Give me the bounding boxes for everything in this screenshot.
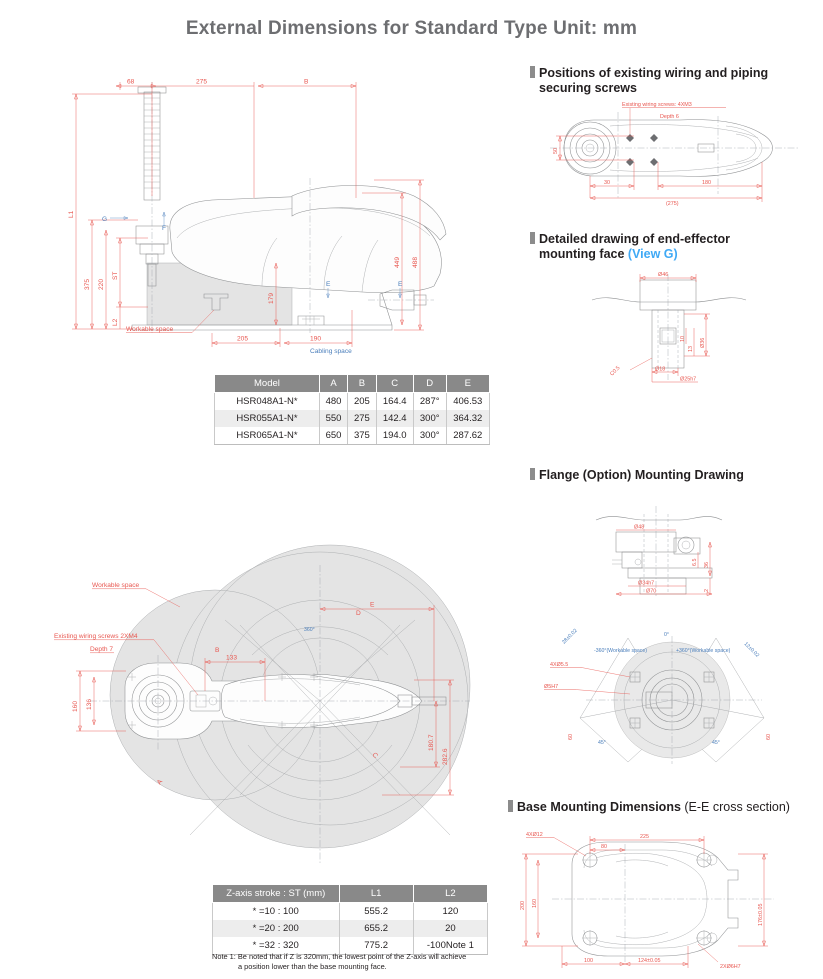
dim-d5h7: Ø5H7 (544, 684, 559, 690)
dim-160: 160 (72, 700, 79, 712)
label-0-deg: 0° (664, 632, 669, 638)
dim-d48: Ø48 (634, 524, 645, 531)
section-heading-wiring (530, 66, 810, 96)
dim-12-tol: 12±0.02 (742, 641, 761, 659)
dim-180: 180 (702, 180, 711, 186)
flange-plan-drawing (536, 622, 806, 774)
stroke-r2-c2-value: -100 (426, 940, 446, 951)
dim-B: B (304, 78, 309, 86)
dim-275-paren: (275) (666, 201, 679, 207)
table-row (213, 903, 488, 921)
ee-heading-sub: (View G) (627, 247, 678, 261)
label-view-F: F (162, 225, 167, 232)
base-mounting-drawing (512, 822, 812, 974)
stroke-table-header-row (213, 885, 488, 903)
dim-d25h7: Ø25h7 (680, 376, 697, 383)
angle-45-left: 45° (598, 740, 606, 746)
label-360-deg: 360° (304, 627, 315, 633)
model-r0-c1: 480 (319, 393, 347, 411)
stroke-th-2: L2 (413, 885, 487, 903)
model-r1-c0: HSR055A1-N* (215, 410, 320, 427)
stroke-r1-c1: 655.2 (339, 920, 413, 937)
wiring-heading-line2: securing screws (539, 81, 637, 95)
model-r0-c2: 205 (348, 393, 376, 411)
label-cabling-space: Cabling space (310, 348, 352, 355)
model-r1-c4: 300° (413, 410, 446, 427)
dim-13: 13 (688, 346, 694, 352)
dim-36: 36 (704, 562, 710, 568)
model-r2-c2: 375 (348, 427, 376, 445)
dim-C-plan: C (370, 751, 379, 760)
dim-200: 200 (520, 901, 526, 910)
dim-28-tol: 28±0.02 (561, 627, 579, 646)
dim-133: 133 (226, 654, 238, 662)
note-line-2: a position lower than the base mounting face. (238, 962, 387, 971)
note-line-1: Note 1: Be noted that if Z is 320mm, the lowest point of the Z-axis will achieve (212, 952, 467, 961)
dim-80: 80 (601, 844, 607, 850)
end-effector-drawing (582, 272, 762, 384)
ee-heading-line1: Detailed drawing of end-effector (539, 232, 730, 246)
stroke-r1-c2: 20 (413, 920, 487, 937)
dim-10: 10 (680, 336, 686, 342)
label-depth-6: Depth 6 (660, 114, 679, 120)
flange-side-drawing (576, 498, 756, 598)
model-r1-c1: 550 (319, 410, 347, 427)
stroke-th-0: Z-axis stroke : ST (mm) (213, 885, 340, 903)
dim-180-7: 180.7 (428, 734, 435, 751)
label-neg-360: -360°(Workable space) (594, 648, 648, 654)
label-pos-360: +360°(Workable space) (676, 648, 731, 654)
model-th-3: C (376, 375, 413, 393)
dim-100: 100 (584, 958, 593, 964)
table-row (215, 410, 490, 427)
model-th-4: D (413, 375, 446, 393)
dim-179: 179 (268, 292, 275, 304)
stroke-note-superscript: Note 1 (445, 940, 474, 951)
wiring-heading-line1: Positions of existing wiring and piping (539, 66, 769, 80)
section-bar-icon (530, 468, 535, 480)
label-view-E2: E (398, 281, 403, 288)
stroke-r0-c1: 555.2 (339, 903, 413, 921)
dim-30: 30 (604, 180, 610, 186)
dim-282-6: 282.6 (442, 748, 449, 765)
dim-d18: Ø18 (655, 366, 666, 373)
model-r2-c0: HSR065A1-N* (215, 427, 320, 445)
model-r2-c5: 287.62 (446, 427, 489, 445)
stroke-r1-c0: * =20 : 200 (213, 920, 340, 937)
model-r0-c4: 287° (413, 393, 446, 411)
label-depth-7: Depth 7 (90, 646, 114, 653)
base-heading: Base Mounting Dimensions (517, 800, 681, 814)
stroke-r2-c0: * =32 : 320 (213, 937, 340, 955)
ee-heading-line2: mounting face (539, 247, 625, 261)
dim-136: 136 (86, 698, 93, 710)
model-r0-c0: HSR048A1-N* (215, 393, 320, 411)
dim-ST: ST (112, 271, 119, 280)
dim-4x-d12: 4XØ12 (526, 832, 543, 838)
model-th-2: B (348, 375, 376, 393)
dim-A-plan: A (155, 778, 165, 787)
ee-heading-line2-wrap (530, 247, 810, 262)
model-th-1: A (319, 375, 347, 393)
table-row (215, 427, 490, 445)
dim-68: 68 (127, 78, 135, 86)
plan-view-drawing (30, 505, 490, 885)
dim-60-left: 60 (568, 734, 574, 740)
dim-6-5: 6.5 (692, 558, 698, 566)
label-view-E1: E (326, 281, 331, 288)
section-heading-endeffector (530, 232, 810, 262)
stroke-r0-c0: * =10 : 100 (213, 903, 340, 921)
model-th-5: E (446, 375, 489, 393)
label-view-G: G (102, 216, 108, 223)
base-heading-sub: (E-E cross section) (684, 800, 790, 814)
model-r2-c3: 194.0 (376, 427, 413, 445)
section-bar-icon (530, 66, 535, 78)
dim-d36: Ø36 (700, 337, 706, 348)
model-table-header-row (215, 375, 490, 393)
dim-4x-d5-5: 4XØ5.5 (550, 662, 569, 668)
dim-L1: L1 (68, 210, 75, 218)
dim-2: 2 (704, 589, 710, 592)
stroke-table (212, 884, 488, 955)
dim-D-plan-vis: D (356, 610, 361, 617)
flange-heading: Flange (Option) Mounting Drawing (539, 468, 744, 482)
stroke-table-note (212, 952, 502, 972)
model-r0-c3: 164.4 (376, 393, 413, 411)
stroke-th-1: L1 (339, 885, 413, 903)
dim-160: 160 (532, 899, 538, 908)
label-wiring-screws-4xm3: Existing wiring screws: 4XM3 (622, 102, 692, 108)
dim-220: 220 (98, 278, 105, 290)
dim-275: 275 (196, 78, 208, 86)
dim-190: 190 (310, 335, 322, 343)
dim-50: 50 (553, 148, 559, 154)
dim-d46: Ø46 (658, 272, 669, 279)
model-r1-c2: 275 (348, 410, 376, 427)
label-workable-space: Workable space (126, 326, 174, 333)
dim-60-right: 60 (766, 734, 772, 740)
dim-d70: Ø70 (646, 588, 657, 595)
dim-2x-d6h7: 2XØ6H7 (720, 964, 741, 970)
dim-L2: L2 (112, 318, 119, 326)
model-r2-c4: 300° (413, 427, 446, 445)
dim-488: 488 (412, 256, 419, 268)
dim-c05: C0.5 (609, 365, 622, 378)
side-view-drawing (62, 78, 482, 363)
model-r2-c1: 650 (319, 427, 347, 445)
stroke-r0-c2: 120 (413, 903, 487, 921)
stroke-r2-c1: 775.2 (339, 937, 413, 955)
section-bar-icon (530, 232, 535, 244)
table-row (213, 920, 488, 937)
section-heading-base (508, 800, 808, 815)
model-r1-c3: 142.4 (376, 410, 413, 427)
dim-225: 225 (640, 834, 649, 840)
dim-B-plan: B (215, 647, 220, 654)
section-heading-flange (530, 468, 810, 483)
section-bar-icon (508, 800, 513, 812)
dim-205: 205 (237, 335, 249, 343)
dim-d34h7: Ø34h7 (638, 580, 655, 587)
model-r0-c5: 406.53 (446, 393, 489, 411)
dim-124: 124±0.05 (638, 958, 661, 964)
page-title: External Dimensions for Standard Type Unit: mm (185, 18, 638, 39)
dim-E-plan: E (370, 601, 375, 609)
dim-375: 375 (84, 278, 91, 290)
table-row (215, 393, 490, 411)
label-wiring-screws-2xm4: Existing wiring screws 2XM4 (54, 633, 138, 640)
label-plan-workable-space: Workable space (92, 582, 140, 589)
model-r1-c5: 364.32 (446, 410, 489, 427)
angle-45-right: 45° (712, 740, 720, 746)
model-table (214, 374, 490, 445)
dim-449: 449 (394, 256, 401, 268)
wiring-positions-drawing (530, 98, 820, 206)
dim-176: 176±0.05 (758, 903, 764, 926)
model-th-0: Model (215, 375, 320, 393)
